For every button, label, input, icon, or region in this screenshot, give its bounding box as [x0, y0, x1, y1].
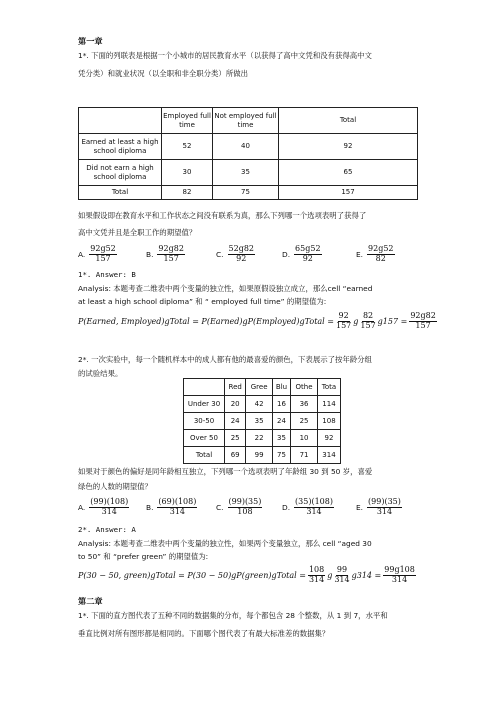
- table-cell: 40: [213, 134, 279, 160]
- fraction-denominator: 314: [308, 574, 325, 584]
- table-cell: 25: [291, 413, 318, 430]
- option-fraction: [89, 245, 116, 264]
- table-cell: 20: [225, 396, 246, 413]
- option-label: B.: [146, 249, 154, 259]
- table-row: [79, 134, 418, 160]
- option-label: E.: [356, 249, 364, 259]
- fraction-numerator: 92g82: [410, 311, 436, 320]
- q1-formula: [78, 312, 437, 331]
- option-label: B.: [146, 502, 154, 512]
- fraction-numerator: 99g108: [384, 565, 415, 574]
- q2-option-e[interactable]: [356, 498, 402, 517]
- q2-ask-line1: 如果对于颜色的偏好是同年龄相互独立，下列哪一个选项表明了年龄组 30 到 50 岁，喜爱: [78, 467, 373, 476]
- q1-option-c[interactable]: [216, 245, 255, 264]
- table-row: [184, 396, 341, 413]
- q1-option-d[interactable]: [282, 245, 322, 264]
- q1-prompt-line1: 1*. 下面的列联表是根据一个小城市的居民教育水平（以获得了高中文凭和没有获得高中文: [78, 51, 372, 60]
- q2-ask-line2: 绿色的人数的期望值？: [78, 482, 152, 491]
- formula-text: g: [327, 570, 333, 580]
- table-cell: 92: [279, 134, 418, 160]
- q1-answer: 1*. Answer: B: [78, 270, 136, 279]
- formula-text: P(30 − 50, green)gTotal = P(30 − 50)gP(green)gTotal =: [78, 570, 306, 580]
- table-row: [184, 413, 341, 430]
- fraction-numerator: (35)(108): [295, 497, 333, 506]
- table-cell: 108: [317, 413, 340, 430]
- q2-prompt-line1: 2*. 一次实验中，每一个随机样本中的成人都有他的最喜爱的颜色，下表展示了按年龄分组: [78, 355, 372, 364]
- table-cell: 114: [317, 396, 340, 413]
- table-cell: 30-50: [184, 413, 225, 430]
- fraction-denominator: 157: [95, 253, 111, 263]
- table-cell: 71: [291, 447, 318, 464]
- table-cell: 314: [317, 447, 340, 464]
- table-cell: 35: [246, 413, 273, 430]
- table-row: [79, 160, 418, 186]
- option-fraction: [157, 245, 184, 264]
- table-header-cell: Red: [225, 379, 246, 396]
- formula-fraction: [336, 312, 351, 331]
- table-cell: Earned at least a high school diploma: [79, 134, 162, 160]
- q2-option-b[interactable]: [146, 498, 197, 517]
- table-header-cell: Tota: [317, 379, 340, 396]
- fraction-numerator: (69)(108): [158, 497, 197, 506]
- table-cell: Total: [79, 186, 162, 200]
- q2-option-c[interactable]: [216, 498, 262, 517]
- option-label: C.: [216, 249, 224, 259]
- q2-answer: 2*. Answer: A: [78, 525, 136, 534]
- table-cell: 36: [291, 396, 318, 413]
- employment-table: [78, 107, 418, 200]
- fraction-numerator: 52g82: [228, 244, 254, 253]
- table-cell: 25: [225, 430, 246, 447]
- table-cell: 16: [272, 396, 290, 413]
- fraction-numerator: 92: [338, 311, 349, 320]
- chapter-2-heading: 第二章: [78, 596, 103, 606]
- fraction-denominator: 92: [302, 253, 313, 263]
- fraction-denominator: 314: [391, 574, 408, 584]
- table-cell: Total: [184, 447, 225, 464]
- fraction-numerator: 82: [362, 311, 374, 320]
- formula-fraction: [383, 566, 416, 585]
- table-cell: 65: [279, 160, 418, 186]
- fraction-denominator: 314: [169, 506, 186, 516]
- table-header-cell: Employed full time: [162, 108, 213, 134]
- option-fraction: [367, 498, 402, 517]
- fraction-numerator: (99)(35): [368, 497, 401, 506]
- fraction-denominator: 314: [306, 506, 322, 516]
- chapter-1-heading: 第一章: [78, 36, 103, 46]
- option-fraction: [294, 498, 334, 517]
- table-header-cell: [184, 379, 225, 396]
- q3-prompt-line2: 垂直比例对所有图形都是相同的。下面哪个图代表了有最大标准差的数据集？: [78, 629, 330, 638]
- q2-prompt-line2: 的试验结果。: [78, 369, 123, 378]
- fraction-denominator: 157: [360, 320, 376, 330]
- table-cell: 52: [162, 134, 213, 160]
- table-row: [184, 430, 341, 447]
- option-label: C.: [216, 502, 224, 512]
- option-fraction: [294, 245, 321, 264]
- formula-text: g: [353, 316, 359, 326]
- fraction-numerator: (99)(35): [228, 497, 262, 506]
- q2-analysis-line2: to 50” 和 “prefer green” 的期望值为:: [78, 552, 209, 561]
- table-cell: 99: [246, 447, 273, 464]
- table-cell: 35: [272, 430, 290, 447]
- fraction-numerator: 65g52: [295, 244, 321, 253]
- table-cell: 35: [213, 160, 279, 186]
- q2-option-d[interactable]: [282, 498, 334, 517]
- table-cell: 69: [225, 447, 246, 464]
- table-row: [79, 186, 418, 200]
- fraction-denominator: 314: [334, 574, 350, 584]
- table-cell: 75: [272, 447, 290, 464]
- table-header-row: [184, 379, 341, 396]
- option-fraction: [367, 245, 394, 264]
- fraction-denominator: 82: [375, 253, 386, 263]
- table-header-cell: Gree: [246, 379, 273, 396]
- q1-ask-line2: 高中文凭并且是全职工作的期望值？: [78, 228, 197, 237]
- fraction-numerator: 92g52: [90, 244, 116, 253]
- formula-fraction: [334, 566, 349, 585]
- q1-prompt-line2: 凭分类）和就业状况（以全职和非全职分类）所做出: [78, 69, 248, 78]
- table-cell: 82: [162, 186, 213, 200]
- q3-prompt-line1: 1*. 下面的直方图代表了五种不同的数据集的分布，每个都包含 28 个整数，从 1 到 7，水平和: [78, 611, 388, 620]
- option-label: E.: [356, 502, 364, 512]
- fraction-numerator: 108: [308, 565, 325, 574]
- q1-ask-line1: 如果假设即在教育水平和工作状态之间没有联系为真，那么下列哪一个选项表明了获得了: [78, 211, 367, 220]
- option-fraction: [228, 245, 255, 264]
- option-fraction: [157, 498, 197, 517]
- table-row: [184, 447, 341, 464]
- fraction-denominator: 108: [237, 506, 253, 516]
- option-label: D.: [282, 502, 291, 512]
- option-fraction: [89, 498, 129, 517]
- table-cell: Over 50: [184, 430, 225, 447]
- formula-fraction: [308, 566, 325, 585]
- q1-option-a[interactable]: [78, 245, 117, 264]
- formula-fraction: [409, 312, 436, 331]
- option-label: A.: [78, 502, 86, 512]
- table-cell: 22: [246, 430, 273, 447]
- table-cell: 92: [317, 430, 340, 447]
- q1-option-e[interactable]: [356, 245, 395, 264]
- table-cell: 42: [246, 396, 273, 413]
- formula-text: g314 =: [351, 570, 382, 580]
- q2-analysis-line1: Analysis: 本题考查二维表中两个变量的独立性，如果两个变量独立，那么 cell “aged 30: [78, 539, 372, 548]
- fraction-denominator: 157: [335, 320, 352, 330]
- table-header-cell: Othe: [291, 379, 318, 396]
- option-fraction: [228, 498, 263, 517]
- fraction-denominator: 314: [101, 506, 117, 516]
- table-header-row: [79, 108, 418, 134]
- table-cell: 30: [162, 160, 213, 186]
- fraction-numerator: 92g52: [368, 244, 394, 253]
- fraction-denominator: 314: [376, 506, 393, 516]
- formula-text: P(Earned, Employed)gTotal = P(Earned)gP(Employed)gTotal =: [78, 316, 334, 326]
- q2-formula: [78, 566, 416, 585]
- color-preference-table: [183, 378, 341, 464]
- fraction-numerator: (99)(108): [90, 497, 129, 506]
- fraction-denominator: 157: [163, 253, 179, 263]
- q1-option-b[interactable]: [146, 245, 185, 264]
- formula-text: g157 =: [377, 316, 408, 326]
- table-cell: 10: [291, 430, 318, 447]
- table-cell: 157: [279, 186, 418, 200]
- q1-analysis-line2: at least a high school diploma” 和 “ employed full time” 的期望值为:: [78, 297, 327, 306]
- fraction-denominator: 92: [236, 253, 247, 263]
- table-cell: Did not earn a high school diploma: [79, 160, 162, 186]
- formula-fraction: [360, 312, 375, 331]
- q1-analysis-line1: Analysis: 本题考查二维表中两个变量的独立性，如果原假设独立成立，那么cell “earned: [78, 284, 373, 293]
- fraction-numerator: 92g82: [158, 244, 184, 253]
- table-header-cell: Not employed full time: [213, 108, 279, 134]
- table-cell: Under 30: [184, 396, 225, 413]
- table-header-cell: Total: [279, 108, 418, 134]
- q2-option-a[interactable]: [78, 498, 129, 517]
- option-label: D.: [282, 249, 291, 259]
- table-header-cell: [79, 108, 162, 134]
- table-cell: 24: [272, 413, 290, 430]
- fraction-numerator: 99: [336, 565, 348, 574]
- option-label: A.: [78, 249, 86, 259]
- table-cell: 75: [213, 186, 279, 200]
- fraction-denominator: 157: [415, 320, 431, 330]
- table-cell: 24: [225, 413, 246, 430]
- table-header-cell: Blu: [272, 379, 290, 396]
